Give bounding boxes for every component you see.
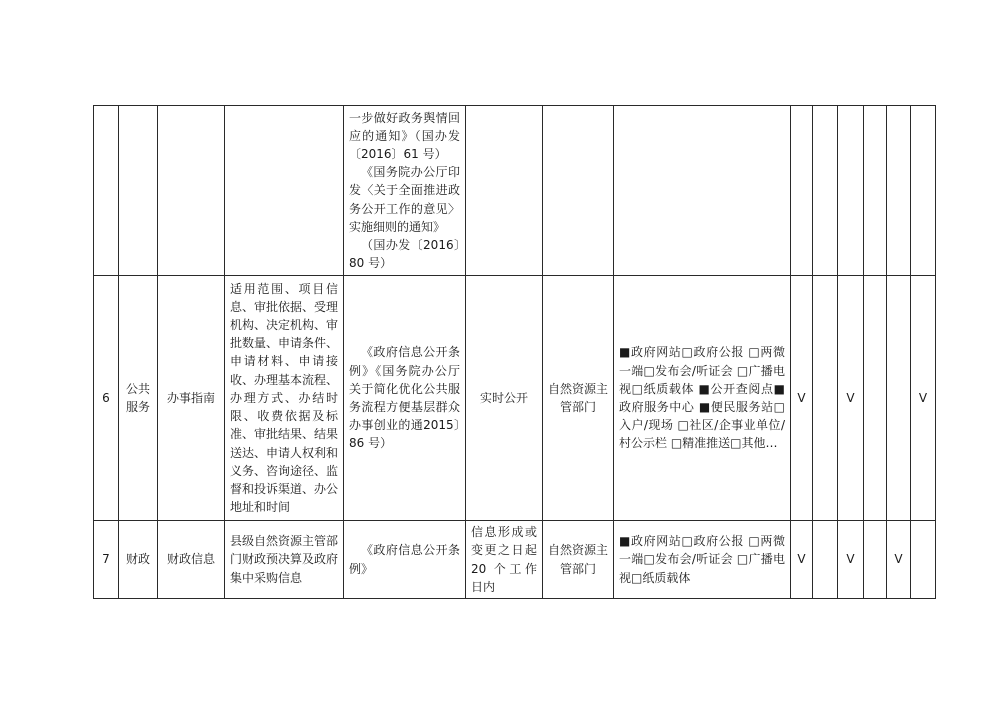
cell-mark [864,276,887,521]
cell-subject: 自然资源主管部门 [543,521,614,599]
cell-subject: 自然资源主管部门 [543,276,614,521]
cell-basis [344,276,466,521]
cell-no [94,106,119,276]
cell-time-limit: 信息形成或变更之日起20 个工作日内 [466,521,543,599]
cell-content [225,106,344,276]
cell-subject [543,106,614,276]
cell-item: 财政信息 [158,521,225,599]
cell-item: 办事指南 [158,276,225,521]
cell-mark [864,106,887,276]
basis-line: 一步做好政务舆情回应的通知》（国办发〔2016〕61 号） [349,110,460,161]
cell-channels [614,106,791,276]
cell-category [119,106,158,276]
cell-content: 县级自然资源主管部门财政预决算及政府集中采购信息 [225,521,344,599]
cell-mark: V [838,521,864,599]
cell-no: 6 [94,276,119,521]
cell-mark [911,106,936,276]
cell-basis [344,521,466,599]
cell-mark [864,521,887,599]
cell-basis [344,106,466,276]
cell-mark [887,276,911,521]
table-row [94,521,936,599]
cell-content: 适用范围、项目信息、审批依据、受理机构、决定机构、审批数量、申请条件、申请材料、申请接收、办理基本流程、办理方式、办结时限、收费依据及标准、审批结果、结果送达、申请人权利和义务、咨询途径、监督和投诉渠道、办公地址和时间 [225,276,344,521]
cell-mark: V [911,276,936,521]
disclosure-table [93,105,936,599]
cell-mark [887,106,911,276]
cell-mark [838,106,864,276]
cell-mark: V [838,276,864,521]
cell-mark: V [791,276,813,521]
basis-line: （国办发〔2016〕80 号） [349,238,460,271]
cell-mark [791,106,813,276]
cell-mark [813,106,838,276]
cell-mark: V [791,521,813,599]
cell-mark: V [887,521,911,599]
cell-item [158,106,225,276]
basis-line: 《政府信息公开条例》《国务院办公厅关于简化优化公共服务流程方便基层群众办事创业的通2015〕86 号） [349,345,460,451]
cell-time-limit: 实时公开 [466,276,543,521]
cell-time-limit [466,106,543,276]
cell-mark [813,276,838,521]
cell-no: 7 [94,521,119,599]
cell-channels: ■政府网站□政府公报 □两微一端□发布会/听证会 □广播电视□纸质载体 [614,521,791,599]
basis-line: 《政府信息公开条例》 [349,543,460,576]
cell-mark [813,521,838,599]
cell-channels: ■政府网站□政府公报 □两微一端□发布会/听证会 □广播电视□纸质载体 ■公开查阅点■政府服务中心 ■便民服务站□入户/现场 □社区/企事业单位/村公示栏 □精准推送□其他… [614,276,791,521]
cell-mark [911,521,936,599]
cell-category: 财政 [119,521,158,599]
table-row [94,106,936,276]
table-row [94,276,936,521]
basis-line: 《国务院办公厅印发〈关于全面推进政务公开工作的意见〉实施细则的通知》 [349,165,460,234]
cell-category: 公共服务 [119,276,158,521]
